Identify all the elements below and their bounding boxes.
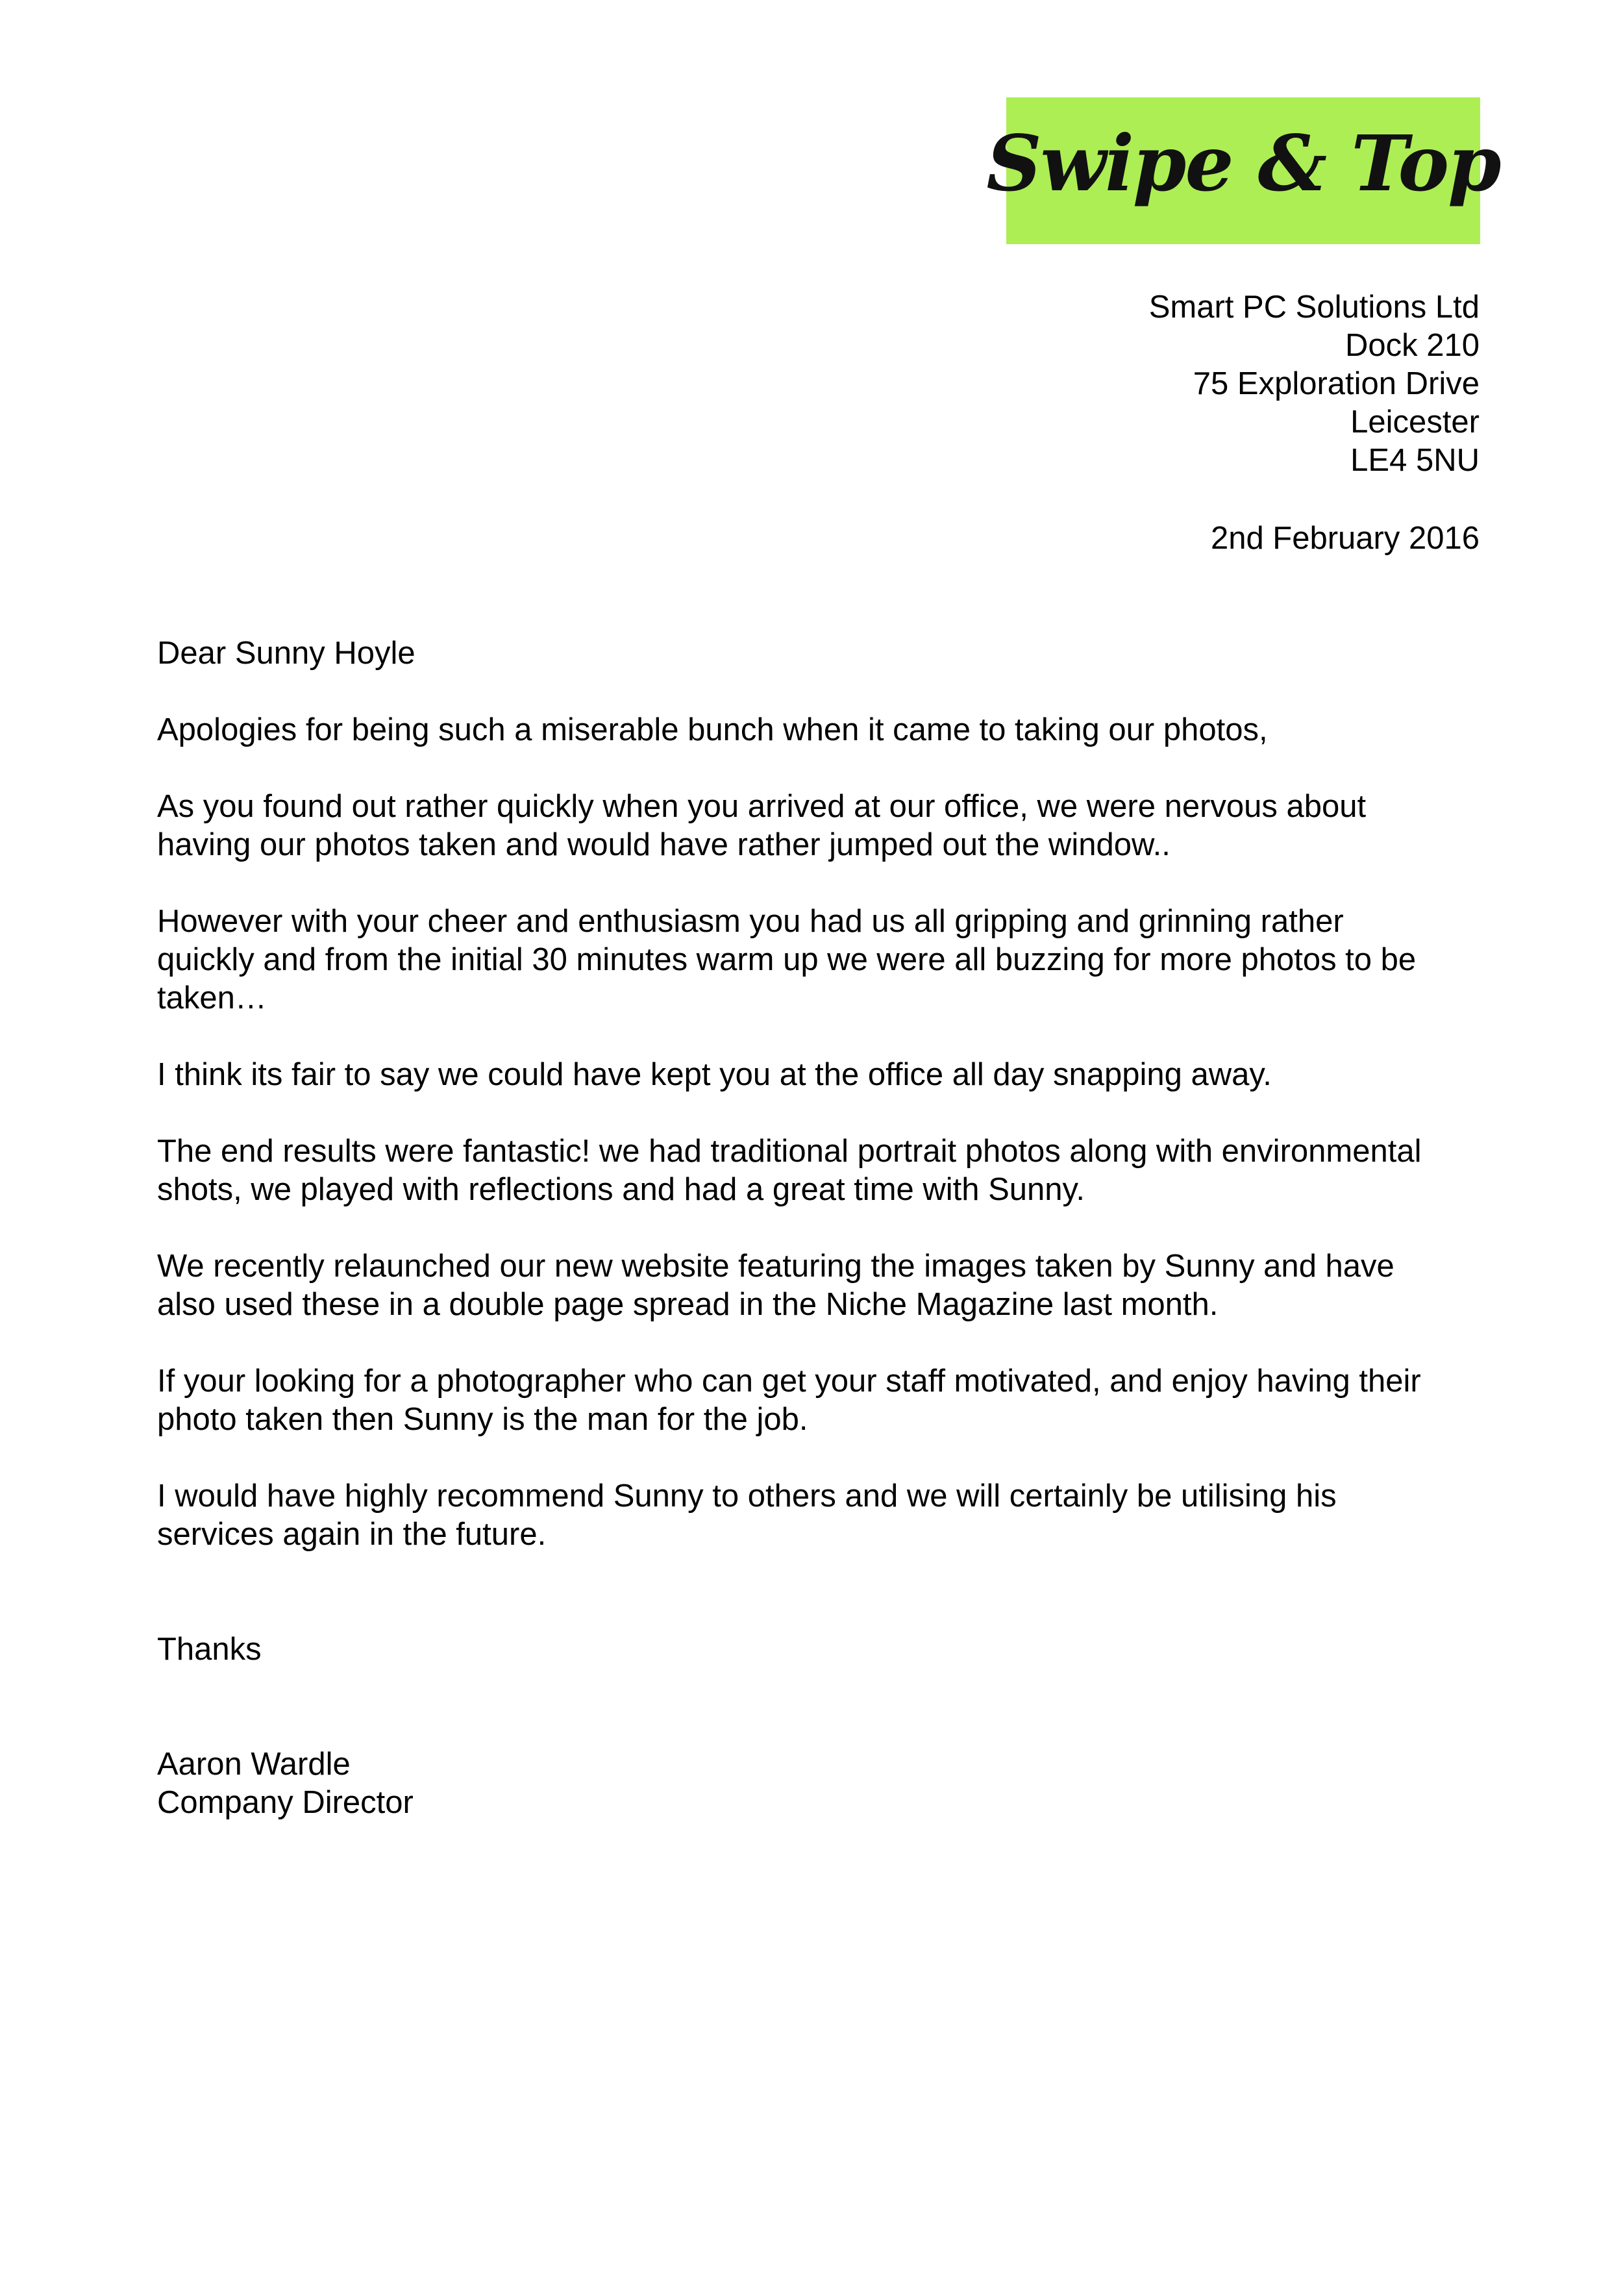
letter-body <box>157 634 1501 1860</box>
paragraph-line: We recently relaunched our new website featuring the images taken by Sunny and have <box>157 1249 1394 1284</box>
body-paragraph <box>157 903 1501 1017</box>
svg-text:Swipe & Top: Swipe & Top <box>986 118 1500 208</box>
signature-title: Company Director <box>157 1785 414 1820</box>
body-paragraph <box>157 1132 1501 1209</box>
salutation: Dear Sunny Hoyle <box>157 636 415 671</box>
paragraph-line: If your looking for a photographer who can get your staff motivated, and enjoy having their <box>157 1364 1421 1399</box>
paragraph-line: As you found out rather quickly when you arrived at our office, we were nervous about <box>157 789 1367 824</box>
body-paragraph <box>157 1247 1501 1324</box>
body-paragraph <box>157 1477 1501 1554</box>
body-paragraph <box>157 1362 1501 1439</box>
paragraph-line: services again in the future. <box>157 1517 547 1552</box>
paragraph-line: quickly and from the initial 30 minutes warm up we were all buzzing for more photos to be <box>157 942 1417 977</box>
body-paragraph <box>157 788 1501 864</box>
swipe-and-top-logo-icon <box>986 112 1500 229</box>
body-paragraph <box>157 1056 1501 1094</box>
paragraph-line: also used these in a double page spread in the Niche Magazine last month. <box>157 1287 1219 1322</box>
closing: Thanks <box>157 1632 262 1667</box>
body-paragraph <box>157 711 1501 749</box>
paragraph-line: having our photos taken and would have rather jumped out the window.. <box>157 827 1171 862</box>
address-line: Dock 210 <box>1344 328 1480 363</box>
company-logo <box>986 97 1500 244</box>
address-line: LE4 5NU <box>1350 443 1480 478</box>
paragraph-line: shots, we played with reflections and had a great time with Sunny. <box>157 1172 1085 1207</box>
paragraph-line: I think its fair to say we could have kept you at the office all day snapping away. <box>157 1057 1272 1092</box>
sender-address <box>1149 288 1480 480</box>
address-line: 75 Exploration Drive <box>1193 366 1480 401</box>
paragraph-line: photo taken then Sunny is the man for the job. <box>157 1402 808 1437</box>
paragraph-line: I would have highly recommend Sunny to others and we will certainly be utilising his <box>157 1479 1337 1514</box>
letter-date: 2nd February 2016 <box>1210 521 1480 556</box>
paragraph-line: taken… <box>157 980 267 1016</box>
signature-name: Aaron Wardle <box>157 1747 351 1782</box>
address-line: Leicester <box>1350 405 1480 440</box>
paragraph-line: The end results were fantastic! we had traditional portrait photos along with environmental <box>157 1134 1422 1169</box>
paragraph-line: Apologies for being such a miserable bunch when it came to taking our photos, <box>157 712 1268 747</box>
signature-block <box>157 1745 1501 1822</box>
address-line: Smart PC Solutions Ltd <box>1148 290 1480 325</box>
paragraph-line: However with your cheer and enthusiasm you had us all gripping and grinning rather <box>157 904 1344 939</box>
